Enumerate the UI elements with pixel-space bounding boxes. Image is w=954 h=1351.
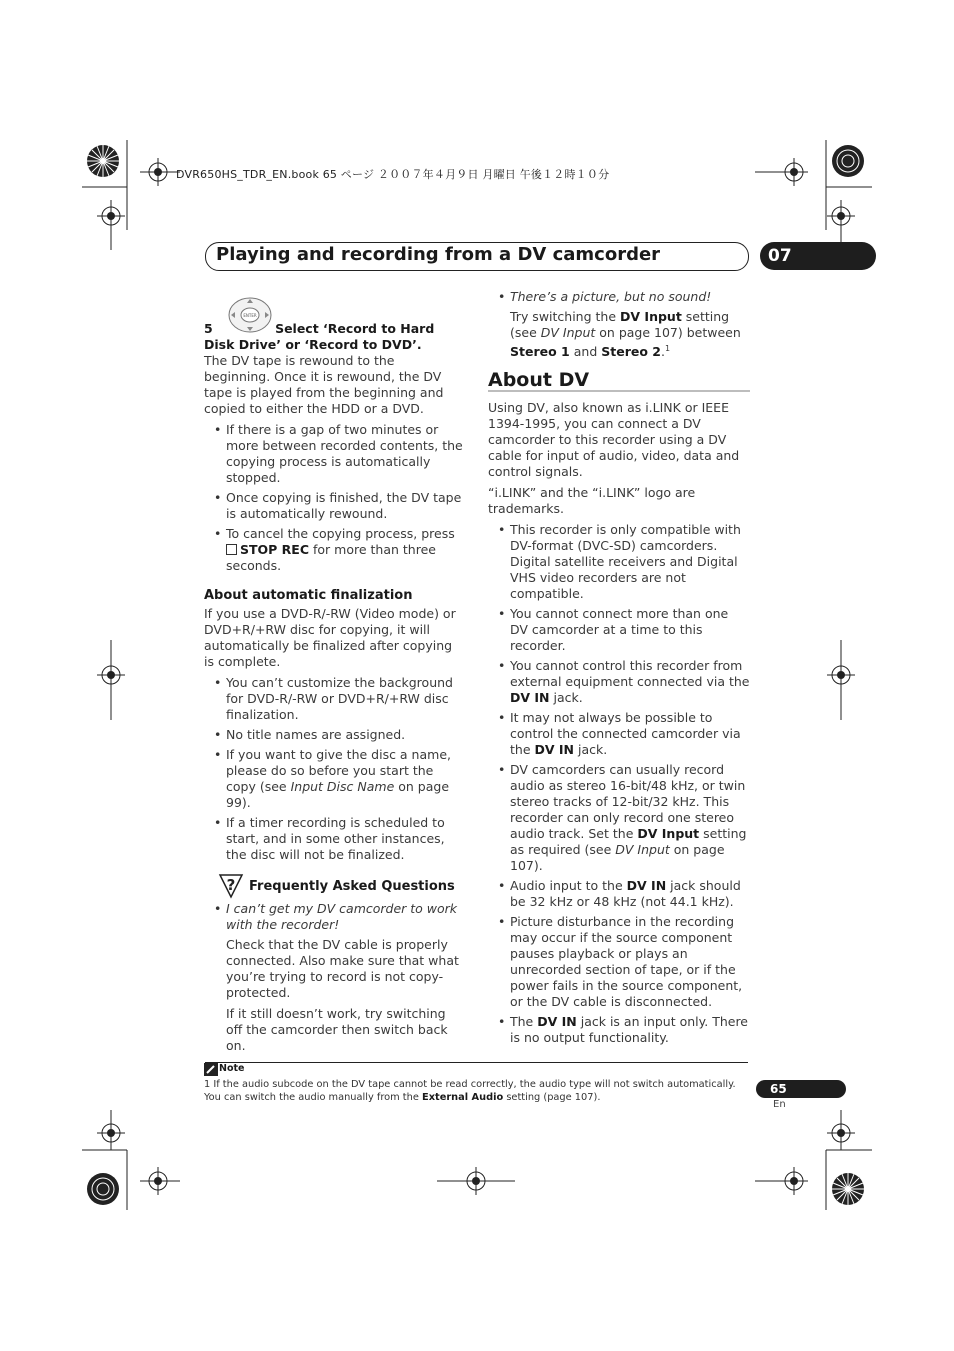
registration-mark-icon (827, 202, 855, 230)
text: It may not always be possible to control the connected camcorder via the (510, 710, 741, 758)
bold-text: DV Input (637, 826, 700, 842)
list-item (488, 762, 750, 874)
list-item: • Picture disturbance in the recording may occur if the source component pauses playback or plays an unrecorded section of tape, or if the power fails in the source component, or the DV cable is disconnected. (488, 914, 750, 1010)
list-item: • You cannot connect more than one DV camcorder at a time to this recorder. (488, 606, 750, 654)
faq-question: There’s a picture, but no sound! (510, 289, 712, 304)
registration-mark-icon (144, 158, 172, 186)
text: jack should be 32 kHz or 48 kHz (not 44.1 kHz). (510, 878, 741, 910)
faq-title: Frequently Asked Questions (249, 879, 455, 894)
about-body: “i.LINK” and the “i.LINK” logo are trademarks. (488, 485, 696, 517)
faq-list (204, 901, 464, 933)
left-column (204, 321, 464, 1059)
bold-text: Stereo 2 (601, 344, 661, 360)
list-item (488, 289, 750, 305)
step-heading (204, 321, 464, 353)
note-label: Note (219, 1063, 245, 1074)
bold-text: Stereo 1 (510, 344, 570, 360)
italic-text: DV Input (540, 325, 596, 340)
step-number: 5 (204, 321, 213, 336)
chapter-number: 07 (760, 242, 876, 270)
faq-answer (488, 309, 750, 360)
list-text: on page 99). (226, 779, 450, 810)
faq-heading-row (204, 877, 464, 901)
registration-mark-icon (827, 661, 855, 689)
registration-mark-icon (462, 1167, 490, 1195)
registration-mark-icon (827, 1119, 855, 1147)
text: and (573, 344, 598, 360)
sunburst-mark-icon (830, 143, 866, 179)
about-body: Using DV, also known as i.LINK or IEEE 1394-1995, you can connect a DV camcorder to this recorder using a DV cable for input of audio, video, data and control signals. (488, 400, 740, 480)
note-pencil-icon (204, 1063, 218, 1076)
footnote-ref: 1 (664, 344, 671, 353)
list-item: • No title names are assigned. (204, 727, 464, 743)
about-dv-title: About DV (488, 372, 750, 392)
text: Audio input to the (510, 878, 623, 894)
list-item: • If there is a gap of two minutes or more between recorded contents, the copying process is automatically stopped. (204, 422, 464, 486)
text: The (510, 1014, 534, 1030)
page-number: 65 (756, 1080, 846, 1098)
text: DV camcorders can usually record audio as stereo 16-bit/48 kHz, or twin stereo tracks of 12-bit/32 kHz. This recorder can only record one stereo audio track. Set the (510, 762, 746, 842)
step-title: Select ‘Record to Hard Disk Drive’ or ‘Record to DVD’. (204, 321, 435, 352)
step-body: The DV tape is rewound to the beginning. Once it is rewound, the DV tape is played from the beginning and copied to either the HDD or a DVD. (204, 353, 444, 416)
list-item: • This recorder is only compatible with DV-format (DVC-SD) camcorders. Digital satellite receivers and Digital VHS video recorders are not compatible. (488, 522, 750, 602)
registration-mark-icon (97, 661, 125, 689)
bold-text: DV IN (537, 1014, 577, 1030)
text: Try switching the (510, 309, 617, 324)
footnote-number: 1 (204, 1079, 211, 1090)
list-italic: Input Disc Name (290, 779, 395, 794)
list-item: • If a timer recording is scheduled to start, and in some other instances, the disc will not be finalized. (204, 815, 464, 863)
text: jack is an input only. There is no output functionality. (510, 1014, 749, 1046)
list-item (204, 901, 464, 933)
sunburst-mark-icon (85, 143, 121, 179)
faq-answer: If it still doesn’t work, try switching off the camcorder then switch back on. (226, 1006, 448, 1053)
list-item (488, 1014, 750, 1046)
registration-mark-icon (97, 202, 125, 230)
list-item: • You can’t customize the background for DVD-R/-RW or DVD+R/+RW disc finalization. (204, 675, 464, 723)
text: setting as required (see (510, 826, 747, 858)
svg-text:ENTER: ENTER (243, 313, 257, 318)
list-text: To cancel the copying process, press (226, 526, 455, 541)
list-text: If you want to give the disc a name, please do so before you start the copy (see (226, 747, 451, 794)
footnote-bold: External Audio (422, 1092, 504, 1103)
italic-text: DV Input (615, 842, 670, 858)
text: on page 107) between (599, 325, 741, 340)
about-bullets (488, 522, 750, 1046)
text: jack. (578, 742, 608, 758)
footnote-text: If the audio subcode on the DV tape cannot be read correctly, the audio type will not switch automatically. You can switch the audio manually from the (204, 1079, 736, 1103)
faq-list (488, 289, 750, 305)
registration-mark-icon (144, 1167, 172, 1195)
list-item (488, 658, 750, 706)
list-item: • Once copying is finished, the DV tape is automatically rewound. (204, 490, 464, 522)
list-item (204, 747, 464, 811)
bold-text: DV IN (626, 878, 667, 894)
print-header: DVR650HS_TDR_EN.book 65 ページ ２００７年４月９日 月曜日 午後１２時１０分 (176, 168, 610, 181)
stop-icon (226, 544, 237, 555)
footnote-text: setting (page 107). (506, 1092, 601, 1103)
list-item (204, 526, 464, 574)
bold-text: DV IN (510, 690, 550, 706)
text: . (661, 344, 665, 360)
section-heading-finalization: About automatic finalization (204, 588, 413, 603)
note-divider (205, 1062, 748, 1063)
text: on page 107). (510, 842, 725, 874)
list-text: for more than three seconds. (226, 542, 436, 573)
bold-text: DV Input (620, 309, 682, 324)
footnote (204, 1078, 752, 1104)
step-bullets (204, 422, 464, 574)
faq-question-icon (218, 873, 244, 899)
svg-text:?: ? (226, 876, 236, 894)
finalization-body: If you use a DVD-R/-RW (Video mode) or DVD+R/+RW disc for copying, it will automatically be finalized after copying is complete. (204, 606, 456, 669)
finalization-bullets (204, 675, 464, 863)
list-item (488, 710, 750, 758)
registration-mark-icon (780, 158, 808, 186)
text: setting (see (510, 309, 730, 340)
sunburst-mark-icon (830, 1171, 866, 1207)
chapter-title: Playing and recording from a DV camcorder (216, 244, 661, 265)
right-column (488, 289, 750, 1050)
registration-mark-icon (97, 1119, 125, 1147)
sunburst-mark-icon (85, 1171, 121, 1207)
faq-answer: Check that the DV cable is properly connected. Also make sure that what you’re trying to record is not copy-protected. (226, 937, 459, 1000)
list-item (488, 878, 750, 910)
faq-question: I can’t get my DV camcorder to work with the recorder! (226, 901, 458, 932)
registration-mark-icon (780, 1167, 808, 1195)
page-language: En (773, 1099, 786, 1110)
stop-rec-label: STOP REC (240, 542, 310, 557)
bold-text: DV IN (534, 742, 575, 758)
text: You cannot control this recorder from external equipment connected via the (510, 658, 750, 690)
text: jack. (553, 690, 583, 706)
